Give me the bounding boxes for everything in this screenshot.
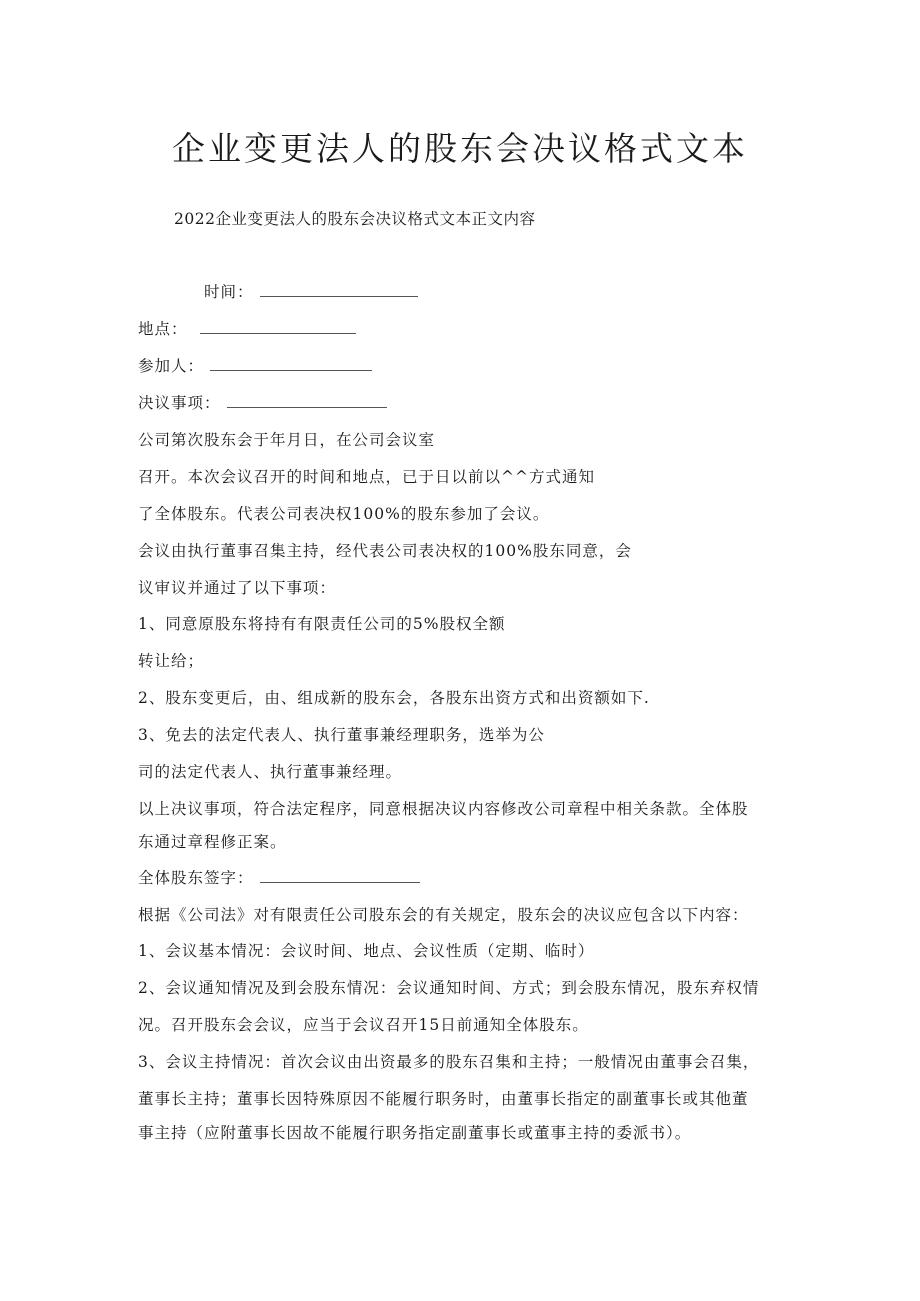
participants-label: 参加人： xyxy=(138,357,205,375)
participants-field xyxy=(138,354,372,378)
paragraph-line: 以上决议事项，符合法定程序，同意根据决议内容修改公司章程中相关条款。全体股 xyxy=(138,800,749,818)
paragraph-line: 3、免去的法定代表人、执行董事兼经理职务，选举为公 xyxy=(138,726,545,744)
paragraph-line: 会议由执行董事召集主持，经代表公司表决权的100%股东同意，会 xyxy=(138,542,632,560)
matters-field xyxy=(138,391,387,415)
place-field xyxy=(138,317,356,341)
note-line: 3、会议主持情况：首次会议由出资最多的股东召集和主持；一般情况由董事会召集， xyxy=(138,1053,760,1071)
note-line: 2、会议通知情况及到会股东情况：会议通知时间、方式；到会股东情况，股东弃权情 xyxy=(138,979,760,997)
matters-blank xyxy=(227,392,387,408)
time-field xyxy=(204,280,418,304)
paragraph-line: 东通过章程修正案。 xyxy=(138,833,287,851)
document-title: 企业变更法人的股东会决议格式文本 xyxy=(172,129,748,168)
note-line: 事主持（应附董事长因故不能履行职务指定副董事长或董事主持的委派书）。 xyxy=(138,1124,692,1142)
paragraph-line: 了全体股东。代表公司表决权100%的股东参加了会议。 xyxy=(138,505,550,523)
time-label: 时间： xyxy=(204,283,254,301)
paragraph-line: 议审议并通过了以下事项： xyxy=(138,579,337,597)
note-line: 况。召开股东会会议，应当于会议召开15日前通知全体股东。 xyxy=(138,1016,589,1034)
signature-label: 全体股东签字： xyxy=(138,869,254,887)
paragraph-line: 1、同意原股东将持有有限责任公司的5%股权全额 xyxy=(138,615,506,633)
matters-label: 决议事项： xyxy=(138,394,221,412)
paragraph-line: 转让给； xyxy=(138,652,205,670)
participants-blank xyxy=(210,355,372,371)
note-line: 根据《公司法》对有限责任公司股东会的有关规定，股东会的决议应包含以下内容： xyxy=(138,906,749,924)
paragraph-line: 2、股东变更后，由、组成新的股东会，各股东出资方式和出资额如下. xyxy=(138,689,650,707)
paragraph-line: 公司第次股东会于年月日，在公司会议室 xyxy=(138,431,436,449)
signature-field xyxy=(138,866,420,890)
place-blank xyxy=(200,318,356,334)
note-line: 1、会议基本情况：会议时间、地点、会议性质（定期、临时） xyxy=(138,942,595,960)
note-line: 董事长主持；董事长因特殊原因不能履行职务时，由董事长指定的副董事长或其他董 xyxy=(138,1090,749,1108)
paragraph-line: 召开。本次会议召开的时间和地点，已于日以前以^^方式通知 xyxy=(138,468,595,486)
signature-blank xyxy=(260,867,420,883)
place-label: 地点： xyxy=(138,320,188,338)
paragraph-line: 司的法定代表人、执行董事兼经理。 xyxy=(138,763,403,781)
document-subtitle: 2022企业变更法人的股东会决议格式文本正文内容 xyxy=(174,210,536,228)
time-blank xyxy=(260,281,418,297)
